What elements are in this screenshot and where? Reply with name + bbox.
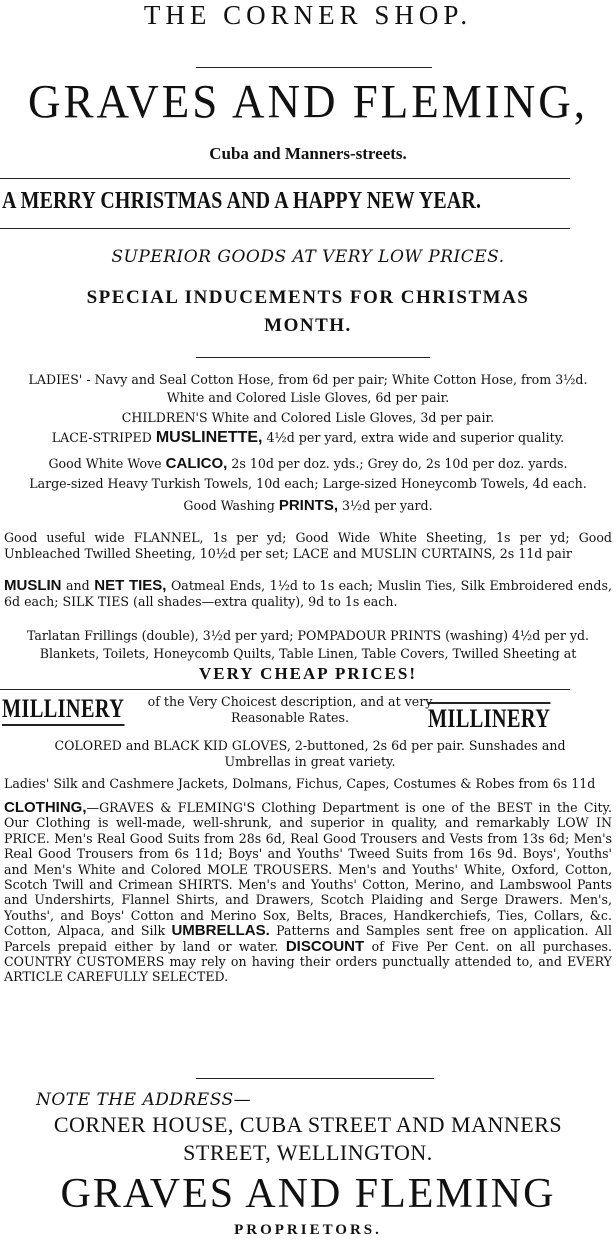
muslinette-pre: LACE-STRIPED xyxy=(51,430,152,445)
prints-word-text: PRINTS, xyxy=(278,497,339,514)
kid-gloves: COLORED and BLACK KID GLOVES, 2-buttoned, 2s 6d per pair. Sunshades and Umbrellas in great variety. xyxy=(54,738,566,769)
corner-shop-heading: THE CORNER SHOP. xyxy=(143,0,473,30)
note-address: NOTE THE ADDRESS— xyxy=(36,1090,252,1110)
prints-post: 3½d per yard. xyxy=(342,498,433,513)
address-line2: STREET, WELLINGTON. xyxy=(183,1140,433,1165)
firm-address: Cuba and Manners-streets. xyxy=(209,144,407,163)
divider xyxy=(196,357,430,358)
ladies-hose: LADIES' - Navy and Seal Cotton Hose, from 6d per pair; White Cotton Hose, from 3½d. xyxy=(28,372,588,387)
divider xyxy=(196,67,432,68)
divider xyxy=(196,1078,434,1079)
address-line1: CORNER HOUSE, CUBA STREET AND MANNERS xyxy=(53,1112,563,1137)
divider xyxy=(0,228,570,229)
prints-line xyxy=(4,498,612,514)
calico-line xyxy=(4,456,612,472)
very-cheap-prices: VERY CHEAP PRICES! xyxy=(198,664,417,683)
flannel-paragraph: Good useful wide FLANNEL, 1s per yd; Good Wide White Sheeting, 1s per yd; Good Unbleached Twilled Sheeting, 10½d per set; LACE and MUSLIN CURTAINS, 2s 11d pair xyxy=(4,530,612,561)
jackets-line: Ladies' Silk and Cashmere Jackets, Dolmans, Fichus, Capes, Costumes & Robes from 6s 11d xyxy=(4,776,596,791)
blankets-line: Blankets, Toilets, Honeycomb Quilts, Table Linen, Table Covers, Twilled Sheeting at xyxy=(39,646,577,661)
clothing-text: —GRAVES & FLEMING'S Clothing Department is one of the BEST in the City. Our Clothing is well-made, well-shrunk, and superior in quality, and remarkably LOW IN PRICE. Men's Real Good Suits from 28s 6d, Real Good Trousers and Vests from 13s 6d; Men's Real Good Trousers from 6s 11d; Boys' and Youths' Tweed Suits from 16s 9d. Boys', Youths' and Men's White and Colored MOLE TROUSERS. Men's and Youths' White, Oxford, Cotton, Scotch Twill and Crimean SHIRTS. Men's and Youths' Cotton, Merino, and Lambswool Pants and Undershirts, Flannel Shirts, and Drawers, Scotch Plaiding and Serge Drawers. Men's, Youths', and Boys' Cotton and Merino Sox, Belts, Braces, Handkerchiefs, Ties, Collars, &c. Cotton, Alpaca, and Silk xyxy=(4,800,612,939)
muslin-ties-paragraph xyxy=(4,578,612,610)
proprietors: PROPRIETORS. xyxy=(234,1222,382,1238)
samples-text: Patterns and Samples sent free on application. All Parcels prepaid either by land or water. xyxy=(4,923,612,954)
firm-name-heading: GRAVES AND FLEMING, xyxy=(28,75,588,129)
muslinette-post: 4½d per yard, extra wide and superior quality. xyxy=(266,430,565,445)
clothing-paragraph xyxy=(4,800,612,985)
muslin-post: Oatmeal Ends, 1½d to 1s each; Muslin Ties, Silk Embroidered ends, 6d each; SILK TIES (all shades—extra quality), 9d to 1s each. xyxy=(4,578,612,609)
discount-word: DISCOUNT xyxy=(285,937,365,955)
tarlatan-line: Tarlatan Frillings (double), 3½d per yard; POMPADOUR PRINTS (washing) 4½d per yd. xyxy=(26,628,590,643)
calico-pre: Good White Wove xyxy=(48,456,162,471)
ladies-gloves: White and Colored Lisle Gloves, 6d per pair. xyxy=(166,390,450,405)
tagline: SUPERIOR GOODS AT VERY LOW PRICES. xyxy=(111,247,505,267)
millinery-label-left: MILLINERY xyxy=(2,694,124,726)
christmas-greeting: A MERRY CHRISTMAS AND A HAPPY NEW YEAR. xyxy=(2,188,482,214)
children-gloves: CHILDREN'S White and Colored Lisle Gloves, 3d per pair. xyxy=(121,410,495,425)
prints-pre: Good Washing xyxy=(183,498,275,513)
towels-line: Large-sized Heavy Turkish Towels, 10d each; Large-sized Honeycomb Towels, 4d each. xyxy=(29,476,587,491)
millinery-label-right: MILLINERY xyxy=(428,704,551,733)
umbrellas-word: UMBRELLAS. xyxy=(171,922,270,940)
special-inducements-line1: SPECIAL INDUCEMENTS FOR CHRISTMAS xyxy=(86,287,530,308)
calico-word: CALICO, xyxy=(165,455,228,472)
clothing-word: CLOTHING, xyxy=(4,799,87,816)
discount-text: of Five Per Cent. on all purchases. COUNTRY CUSTOMERS may rely on having their orders punctually attended to, and EVERY ARTICLE CAREFULLY SELECTED. xyxy=(4,938,612,985)
muslinette-word: MUSLINETTE, xyxy=(155,429,263,446)
muslin-and: and xyxy=(66,578,90,593)
divider xyxy=(0,689,570,690)
divider xyxy=(0,178,570,179)
firm-name-footer: GRAVES AND FLEMING xyxy=(60,1171,556,1217)
calico-post: 2s 10d per doz. yds.; Grey do, 2s 10d per doz. yards. xyxy=(231,456,568,471)
muslinette-line xyxy=(4,430,612,446)
net-ties-word: NET TIES, xyxy=(94,577,167,594)
millinery-description: of the Very Choicest description, and at very Reasonable Rates. xyxy=(147,694,433,725)
muslin-word: MUSLIN xyxy=(4,577,62,594)
special-inducements-line2: MONTH. xyxy=(264,315,352,336)
